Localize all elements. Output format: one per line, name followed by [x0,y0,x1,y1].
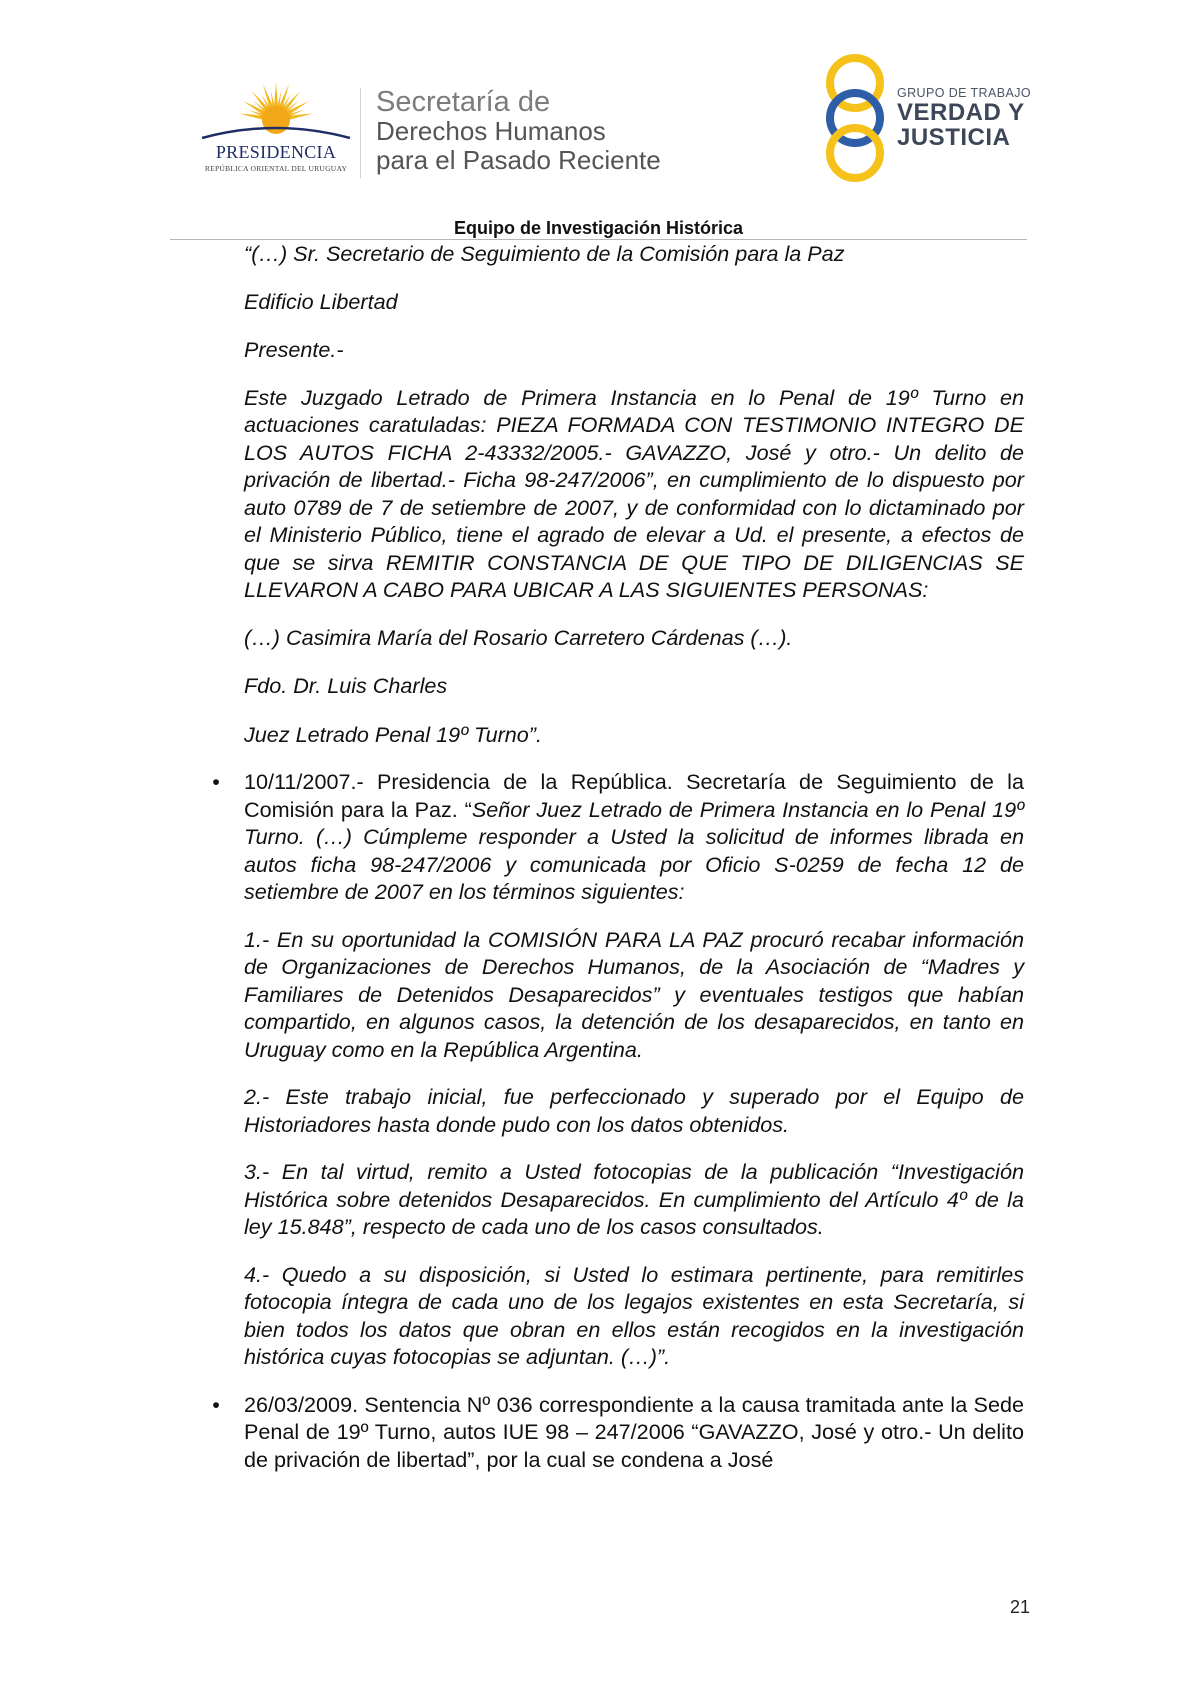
page-number: 21 [1009,1597,1030,1617]
judge-title-line: Juez Letrado Penal 19º Turno”. [244,721,542,747]
presidencia-subtitle: REPÚBLICA ORIENTAL DEL URUGUAY [204,164,348,173]
entry-quote-text: Señor Juez Letrado de Primera Instancia en lo Penal 19º Turno. (…) Cúmpleme responder a Usted la solicitud de informes librada en autos ficha 98-247/2006 y comunicada por Oficio S-0259 de fecha 12 de setiembre de 2007 en los términos siguientes: [244,796,1024,904]
secretaria-title [376,88,661,175]
address-line: Edificio Libertad [244,288,398,314]
salutation-line: “(…) Sr. Secretario de Seguimiento de la Comisión para la Paz [244,241,845,266]
sun-emblem-icon [196,78,356,178]
bullet-icon: • [212,1391,220,1417]
letterhead [0,0,1190,240]
verdad-justicia-rings-icon [818,54,892,182]
numbered-point-2: 2.- Este trabajo inicial, fue perfeccionado y superado por el Equipo de Historiadores hasta donde pudo con los datos obtenidos. [244,1084,1024,1137]
numbered-point-4: 4.- Quedo a su disposición, si Usted lo estimara pertinente, para remitirles fotocopia íntegra de cada uno de los legajos existentes en esta Secretaría, si bien todos los datos que obran en ellos están recogidos en la investigación histórica cuyas fotocopias se adjuntan. (…)”. [244,1261,1024,1369]
signature-line: Fdo. Dr. Luis Charles [244,673,448,698]
secretaria-line-1: Secretaría de [376,86,551,118]
secretaria-line-2: Derechos Humanos [376,116,606,146]
numbered-point-1: 1.- En su oportunidad la COMISIÓN PARA LA PAZ procuró recabar información de Organizaciones de Derechos Humanos, de la Asociación de “Madres y Familiares de Detenidos Desaparecidos” y eventuales testigos que habían compartido, en algunos casos, la detención de los desaparecidos, en tanto en Uruguay como en la República Argentina. [244,926,1024,1062]
document-body [212,240,1024,1473]
sentencia-entry-text: 26/03/2009. Sentencia Nº 036 correspondiente a la causa tramitada ante la Sede Penal de 19º Turno, autos IUE 98 – 247/2006 “GAVAZZO, José y otro.- Un delito de privación de libertad”, por la cual se condena a José [244,1391,1024,1472]
grupo-trabajo-label: GRUPO DE TRABAJO [897,86,1031,100]
person-named-line: (…) Casimira María del Rosario Carretero Cárdenas (…). [244,624,793,650]
verdad-y-label: VERDAD Y [897,99,1025,126]
court-request-paragraph: Este Juzgado Letrado de Primera Instancia en lo Penal de 19º Turno en actuaciones caratuladas: PIEZA FORMADA CON TESTIMONIO INTEGRO DE LOS AUTOS FICHA 2-43332/2005.- GAVAZZO, José y otro.- Un delito de privación de libertad.- Ficha 98-247/2006”, en cumplimiento de lo dispuesto por auto 0789 de 7 de setiembre de 2007, y de conformidad con lo dictaminado por el Ministerio Público, tiene el agrado de elevar a Ud. el presente, a efectos de que se sirva REMITIR CONSTANCIA DE QUE TIPO DE DILIGENCIAS SE LLEVARON A CABO PARA UBICAR A LAS SIGUIENTES PERSONAS: [244,384,1024,602]
secretaria-line-3: para el Pasado Reciente [376,145,661,175]
bullet-icon: • [212,769,220,794]
presente-line: Presente.- [244,337,344,362]
presidencia-wordmark: PRESIDENCIA [215,142,337,162]
entry-date-text: 10/11/2007.- Presidencia de la República. Secretaría de Seguimiento de la Comisión para la Paz. “ [244,769,1024,822]
list-item [212,768,1024,906]
grupo-trabajo-wordmark [897,86,1031,150]
logo-divider [360,88,361,178]
team-heading: Equipo de Investigación Histórica [453,218,744,238]
numbered-point-3: 3.- En tal virtud, remito a Usted fotocopias de la publicación “Investigación Histórica sobre detenidos Desaparecidos. En cumplimiento del Artículo 4º de la ley 15.848”, respecto de cada uno de los casos consultados. [244,1159,1024,1239]
justicia-label: JUSTICIA [897,124,1011,151]
list-item [212,1391,1024,1474]
